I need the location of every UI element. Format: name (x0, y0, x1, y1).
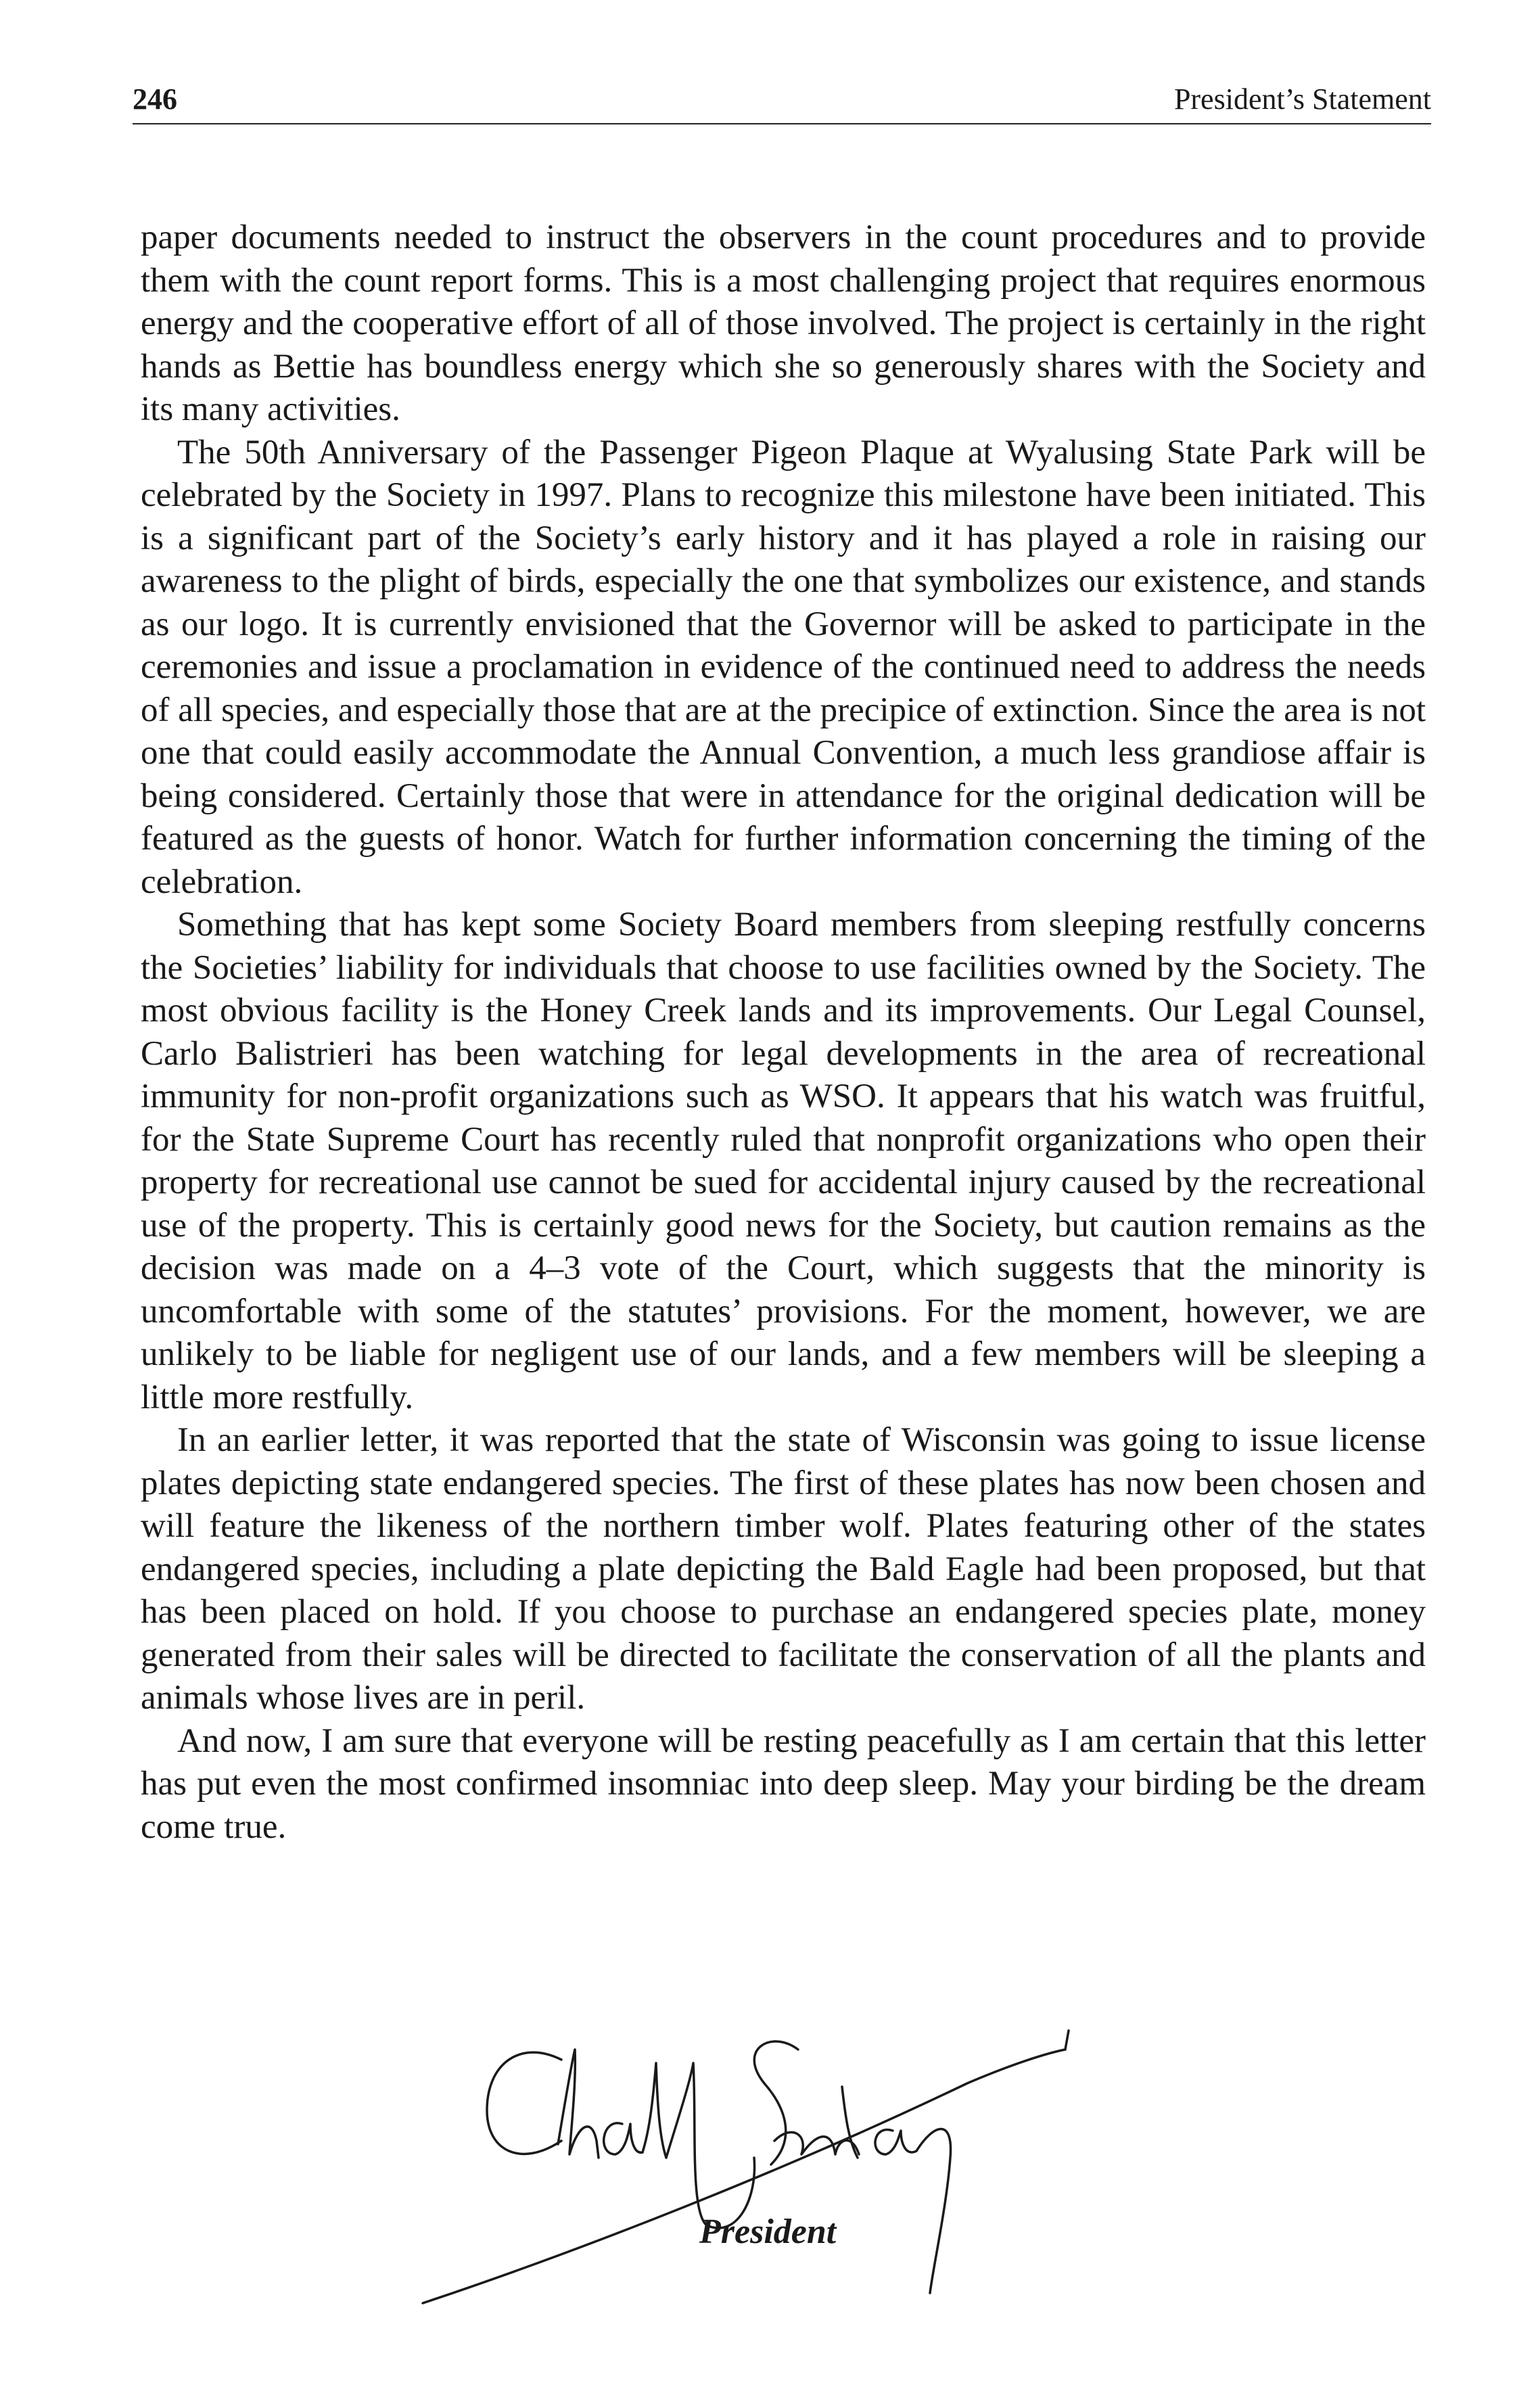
paragraph-anniversary: The 50th Anniversary of the Passenger Pigeon Plaque at Wyalusing State Park will be celebrated by the Society in 1997. Plans to recognize this milestone have been initiated. This is a significant part of the Society’s early history and it has played a role in raising our awareness to the plight of birds, especially the one that symbolizes our existence, and stands as our logo. It is currently envisioned that the Governor will be asked to participate in the ceremonies and issue a proclamation in evidence of the continued need to address the needs of all species, and especially those that are at the precipice of extinction. Since the area is not one that could easily accommodate the Annual Convention, a much less grandiose affair is being considered. Certainly those that were in attendance for the original dedication will be featured as the guests of honor. Watch for further information concerning the timing of the celebration. (141, 433, 1426, 901)
page-number: 246 (133, 83, 177, 116)
paragraph-liability: Something that has kept some Society Board members from sleeping restfully concerns the Societies’ liability for individuals that choose to use facilities owned by the Society. The most obvious facility is the Honey Creek lands and its improvements. Our Legal Counsel, Carlo Balistrieri has been watching for legal developments in the area of recreational immunity for non-profit organizations such as WSO. It appears that his watch was fruitful, for the State Supreme Court has recently ruled that nonprofit organizations who open their property for recreational use cannot be sued for accidental injury caused by the recreational use of the property. This is certainly good news for the Society, but caution remains as the decision was made on a 4–3 vote of the Court, which suggests that the minority is uncomfortable with some of the statutes’ provisions. For the moment, however, we are unlikely to be liable for negligent use of our lands, and a few members will be sleeping a little more restfully. (141, 906, 1426, 1416)
running-head-title: President’s Statement (1173, 83, 1431, 116)
signature-title: President (699, 2213, 837, 2251)
signature-block (419, 2022, 1082, 2307)
paragraph-license-plates: In an earlier letter, it was reported that the state of Wisconsin was going to issue license plates depicting state endangered species. The first of these plates has now been chosen and will feature the likeness of the northern timber wolf. Plates featuring other of the states endangered species, including a plate depicting the Bald Eagle had been proposed, but that has been placed on hold. If you choose to purchase an endangered species plate, money generated from their sales will be directed to facilitate the conservation of all the plants and animals whose lives are in peril. (141, 1421, 1426, 1717)
running-header (133, 73, 1431, 124)
handwritten-signature (419, 2022, 1082, 2307)
paragraph-continued: paper documents needed to instruct the observers in the count procedures and to provide them with the count report forms. This is a most challenging project that requires enormous energy and the cooperative effort of all of those involved. The project is certainly in the right hands as Bettie has boundless energy which she so generously shares with the Society and its many activities. (141, 218, 1426, 428)
article-body (141, 216, 1426, 1849)
paragraph-closing: And now, I am sure that everyone will be resting peacefully as I am certain that this letter has put even the most confirmed insomniac into deep sleep. May your birding be the dream come true. (141, 1721, 1426, 1846)
